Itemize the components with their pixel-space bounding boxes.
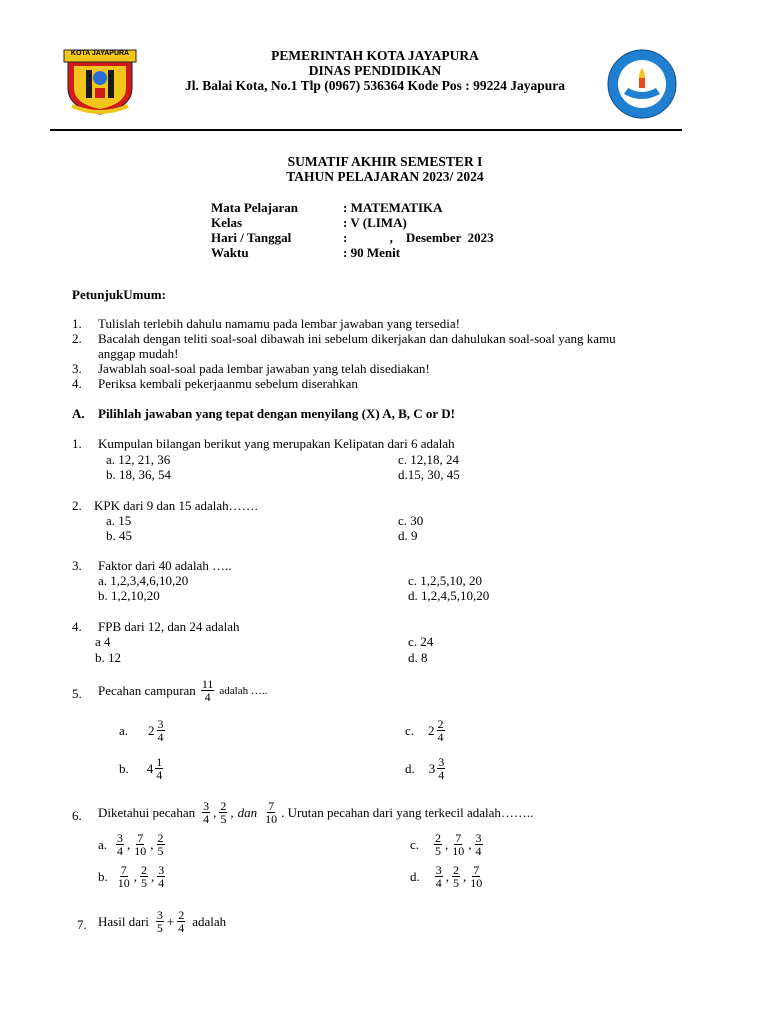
fraction-numerator: 3: [156, 908, 163, 922]
option-fraction: [157, 832, 165, 857]
option-fraction: [475, 832, 483, 857]
comma: ,: [445, 868, 449, 884]
section-a-label: A.: [72, 406, 85, 421]
tut-wuri-handayani-emblem-icon: [606, 48, 678, 120]
question-5-stem: [98, 678, 267, 703]
fraction-denominator: 5: [141, 876, 147, 890]
fraction-numerator: 7: [473, 863, 480, 877]
comma: ,: [151, 868, 155, 884]
question-3-text: Faktor dari 40 adalah …..: [98, 558, 232, 573]
fraction-numerator: 2: [157, 831, 164, 845]
instruction-text-2b: anggap mudah!: [98, 346, 179, 361]
comma: ,: [127, 836, 131, 852]
question-7-number: 7.: [77, 917, 87, 932]
question-6-option-b: [98, 864, 166, 889]
instruction-text-1: Tulislah terlebih dahulu namamu pada lembar jawaban yang tersedia!: [98, 316, 460, 331]
comma: ,: [468, 836, 472, 852]
fraction-denominator: 5: [435, 844, 442, 858]
question-5-number: 5.: [72, 686, 82, 701]
fraction-numerator: 3: [157, 717, 164, 731]
fraction-numerator: 3: [475, 831, 482, 845]
instruction-text-4: Periksa kembali pekerjaanmu sebelum diserahkan: [98, 376, 358, 391]
fraction-numerator: 3: [438, 755, 445, 769]
question-5-option-c: [405, 718, 446, 743]
question-5-option-a: [119, 718, 166, 743]
instructions-heading: PetunjukUmum:: [72, 287, 166, 302]
question-5-tail: adalah …..: [219, 684, 268, 697]
question-4-option-c: c. 24: [408, 634, 434, 649]
question-6-number: 6.: [72, 808, 82, 823]
fraction-numerator: 7: [268, 799, 275, 813]
instruction-num-4: 4.: [72, 376, 82, 391]
instruction-text-2: Bacalah dengan teliti soal-soal dibawah ini sebelum dikerjakan dan dahulukan soal-soal yang kamu: [98, 331, 616, 346]
option-fraction: [117, 864, 131, 889]
question-6-stem: [98, 800, 533, 825]
fraction-denominator: 5: [453, 876, 459, 890]
fraction-denominator: 10: [117, 876, 130, 890]
question-6-fraction-1: [202, 800, 210, 825]
fraction-numerator: 2: [141, 863, 147, 877]
fraction-numerator: 7: [120, 863, 127, 877]
instruction-num-3: 3.: [72, 361, 82, 376]
fraction-numerator: 3: [158, 863, 165, 877]
fraction-numerator: 2: [178, 908, 185, 922]
question-1-text: Kumpulan bilangan berikut yang merupakan Kelipatan dari 6 adalah: [98, 436, 455, 451]
mixed-whole: 2: [428, 722, 435, 738]
kota-jayapura-crest-icon: [62, 48, 138, 116]
info-label-time: Waktu: [211, 245, 249, 260]
fraction-denominator: 5: [157, 844, 164, 858]
question-3-option-a: a. 1,2,3,4,6,10,20: [98, 573, 189, 588]
question-1-number: 1.: [72, 436, 82, 451]
mixed-whole: 2: [148, 722, 155, 738]
fraction-denominator: 4: [156, 768, 163, 782]
info-value-time: : 90 Menit: [343, 245, 401, 260]
fraction-numerator: 1: [156, 755, 163, 769]
comma: ,: [133, 868, 137, 884]
header-line-1: PEMERINTAH KOTA JAYAPURA: [271, 48, 479, 63]
comma: ,: [445, 836, 449, 852]
option-fraction: [434, 832, 442, 857]
option-fraction: [435, 864, 443, 889]
fraction-denominator: 4: [438, 768, 445, 782]
logo-left-text: KOTA JAYAPURA: [70, 50, 130, 57]
question-6-option-c: [410, 832, 484, 857]
instruction-num-1: 1.: [72, 316, 82, 331]
plus-sign: +: [166, 913, 175, 929]
option-label: c.: [405, 722, 415, 738]
question-6-fraction-2: [219, 800, 227, 825]
mixed-whole: 4: [146, 760, 154, 776]
option-label: d.: [410, 868, 420, 884]
question-4-option-b: b. 12: [95, 650, 121, 665]
exam-title-line-1: SUMATIF AKHIR SEMESTER I: [287, 154, 483, 169]
fraction-numerator: 7: [137, 831, 144, 845]
question-6-fraction-3: [264, 800, 278, 825]
option-fraction: [452, 864, 460, 889]
question-6-tail: . Urutan pecahan dari yang terkecil adalah……..: [281, 804, 534, 820]
mixed-whole: 3: [428, 760, 436, 776]
question-7-text: Hasil dari: [98, 913, 149, 929]
fraction-denominator: 4: [475, 844, 482, 858]
comma: ,: [463, 868, 467, 884]
question-7-fraction-2: [177, 909, 185, 934]
option-fraction: [140, 864, 148, 889]
option-label: a.: [98, 836, 108, 852]
info-value-date: : , Desember 2023: [343, 230, 494, 245]
question-3-option-c: c. 1,2,5,10, 20: [408, 573, 483, 588]
option-label: c.: [410, 836, 420, 852]
question-6-text: Diketahui pecahan: [98, 804, 196, 820]
fraction-denominator: 4: [158, 876, 165, 890]
fraction-numerator: 2: [220, 799, 227, 813]
question-4-option-d: d. 8: [408, 650, 428, 665]
fraction-denominator: 4: [157, 730, 164, 744]
comma: ,: [150, 836, 154, 852]
question-3-number: 3.: [72, 558, 82, 573]
question-5-option-b: [119, 756, 164, 781]
question-1-option-b: b. 18, 36, 54: [106, 467, 171, 482]
fraction-numerator: 2: [453, 863, 459, 877]
option-label: d.: [405, 760, 415, 776]
option-label: b.: [98, 868, 108, 884]
option-label: b.: [119, 760, 129, 776]
option-fraction: [116, 832, 124, 857]
info-value-class: : V (LIMA): [343, 215, 407, 230]
option-fraction: [437, 756, 445, 781]
fraction-denominator: 4: [117, 844, 124, 858]
header-line-2: DINAS PENDIDIKAN: [308, 63, 442, 78]
question-2-option-d: d. 9: [398, 528, 418, 543]
question-4-option-a: a 4: [95, 634, 111, 649]
fraction-denominator: 10: [134, 844, 147, 858]
option-fraction: [469, 864, 483, 889]
question-1-option-c: c. 12,18, 24: [398, 452, 460, 467]
fraction-denominator: 10: [265, 812, 278, 826]
question-3-option-b: b. 1,2,10,20: [98, 588, 160, 603]
header-divider: [50, 129, 682, 131]
question-5-text: Pecahan campuran: [98, 682, 196, 698]
fraction-denominator: 10: [470, 876, 483, 890]
question-2-number: 2.: [72, 498, 82, 513]
question-5-option-d: [405, 756, 446, 781]
option-fraction: [133, 832, 147, 857]
question-5-fraction: [201, 678, 215, 703]
question-4-text: FPB dari 12, dan 24 adalah: [98, 619, 240, 634]
info-value-subject: : MATEMATIKA: [343, 200, 443, 215]
question-1-option-a: a. 12, 21, 36: [106, 452, 171, 467]
instruction-num-2: 2.: [72, 331, 82, 346]
info-label-date: Hari / Tanggal: [211, 230, 292, 245]
question-7-tail: adalah: [192, 913, 227, 929]
question-3-option-d: d. 1,2,4,5,10,20: [408, 588, 490, 603]
fraction-numerator: 11: [201, 677, 214, 691]
question-7-fraction-1: [156, 909, 164, 934]
question-2-text: KPK dari 9 dan 15 adalah…….: [94, 498, 258, 513]
fraction-denominator: 5: [156, 921, 163, 935]
question-2-option-c: c. 30: [398, 513, 424, 528]
fraction-denominator: 5: [220, 812, 227, 826]
fraction-numerator: 3: [117, 831, 124, 845]
fraction-numerator: 2: [435, 831, 442, 845]
info-label-class: Kelas: [211, 215, 243, 230]
fraction-numerator: 7: [455, 831, 462, 845]
option-fraction: [157, 864, 165, 889]
fraction-numerator: 3: [435, 863, 442, 877]
fraction-numerator: 2: [437, 717, 444, 731]
question-2-option-b: b. 45: [106, 528, 132, 543]
option-fraction: [155, 756, 163, 781]
exam-title-line-2: TAHUN PELAJARAN 2023/ 2024: [286, 169, 484, 184]
option-label: a.: [119, 722, 129, 738]
option-fraction: [437, 718, 445, 743]
header-line-3: Jl. Balai Kota, No.1 Tlp (0967) 536364 Kode Pos : 99224 Jayapura: [184, 78, 566, 93]
fraction-numerator: 3: [203, 799, 210, 813]
question-2-option-a: a. 15: [106, 513, 132, 528]
option-fraction: [157, 718, 165, 743]
instruction-text-3: Jawablah soal-soal pada lembar jawaban yang telah disediakan!: [98, 361, 430, 376]
question-7-stem: [98, 909, 226, 934]
comma: ,: [230, 804, 234, 820]
info-label-subject: Mata Pelajaran: [211, 200, 299, 215]
kota-jayapura-logo: [62, 48, 138, 116]
question-6-option-a: [98, 832, 166, 857]
fraction-denominator: 4: [203, 812, 210, 826]
question-4-number: 4.: [72, 619, 82, 634]
section-a-instruction: Pilihlah jawaban yang tepat dengan menyilang (X) A, B, C or D!: [98, 406, 455, 421]
question-6-dan: dan: [237, 804, 258, 820]
fraction-denominator: 4: [437, 730, 444, 744]
comma: ,: [213, 804, 217, 820]
question-6-option-d: [410, 864, 484, 889]
tut-wuri-handayani-logo: [606, 48, 678, 120]
fraction-denominator: 4: [435, 876, 442, 890]
fraction-denominator: 10: [452, 844, 465, 858]
fraction-denominator: 4: [178, 921, 185, 935]
option-fraction: [451, 832, 465, 857]
question-1-option-d: d.15, 30, 45: [398, 467, 460, 482]
fraction-denominator: 4: [204, 690, 211, 704]
